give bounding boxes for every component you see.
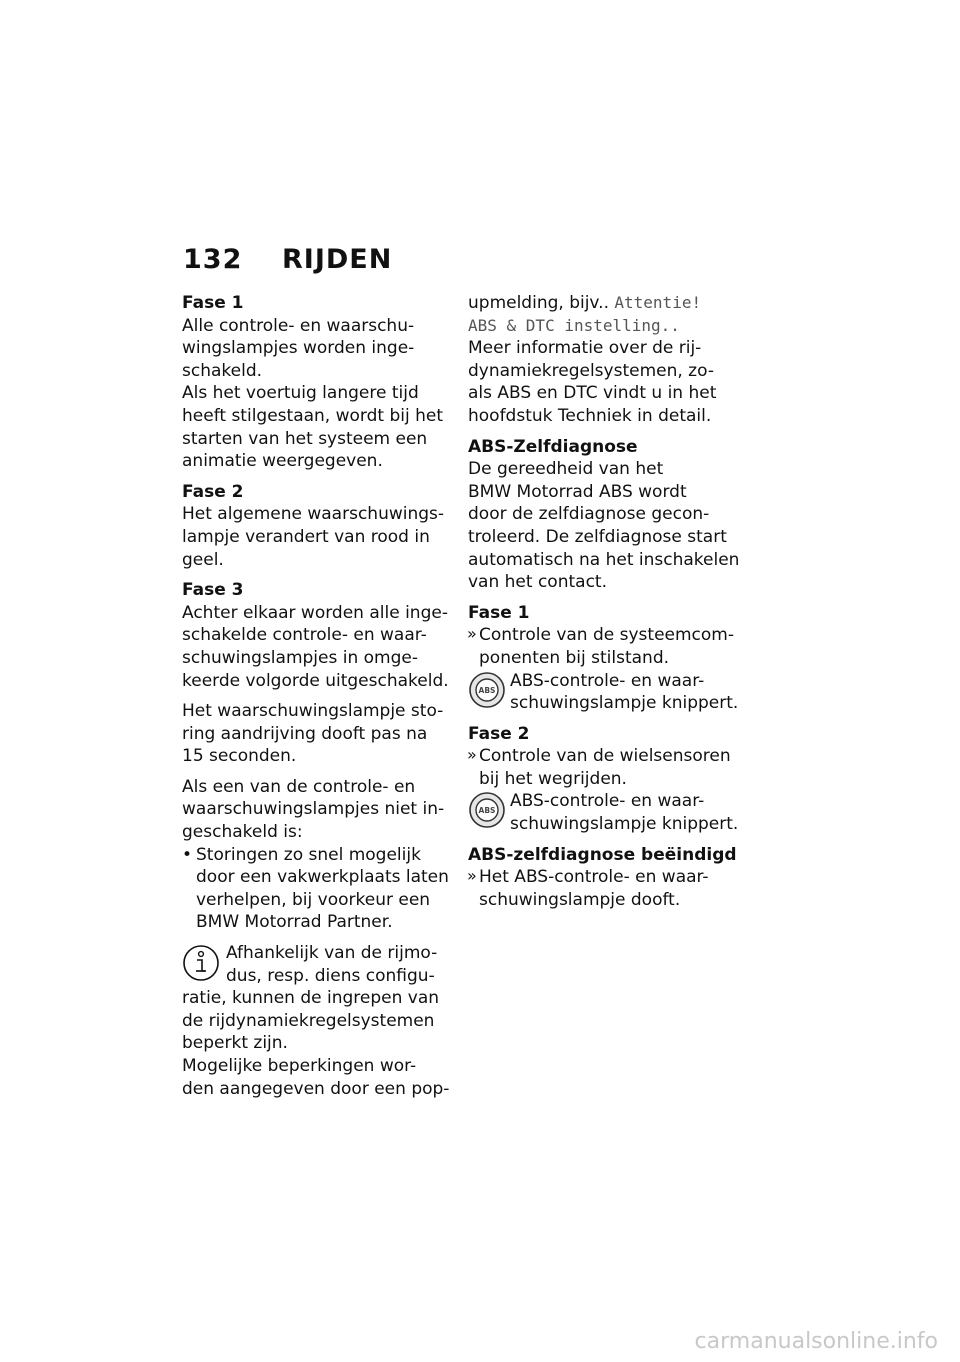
info-text-line: beperkt zijn. [182,1033,288,1054]
text-line: 15 seconden. [182,746,297,767]
text-line: Als een van de controle- en [182,776,416,797]
fase1-heading: Fase 1 [182,293,244,313]
text-line: waarschuwingslampjes niet in- [182,799,445,820]
text-line: lampje verandert van rood in [182,526,430,547]
text-line: Het waarschuwingslampje sto- [182,701,444,722]
text-line: Het algemene waarschuwings- [182,504,445,525]
right-column [468,292,743,911]
text-line: Meer informatie over de rij- [468,338,702,359]
text-line: schuwingslampje knippert. [510,814,739,835]
text-line: dynamiekregelsystemen, zo- [468,360,714,381]
text-line: wingslampjes worden inge- [182,338,415,359]
text-line: ring aandrijving dooft pas na [182,723,428,744]
chapter-title: RIJDEN [282,244,393,275]
text-line: Alle controle- en waarschu- [182,315,415,336]
paragraph-not-switched-on [182,776,450,844]
text-line [468,292,743,315]
text-line: schuwingslampje knippert. [510,693,739,714]
abs-lamp-note [468,790,743,835]
step-mark: » [467,624,477,644]
page-number: 132 [183,244,243,275]
text-line: BMW Motorrad Partner. [196,912,393,933]
text-line: door de zelfdiagnose gecon- [468,504,710,525]
text-line: keerde volgorde uitgeschakeld. [182,670,449,691]
text-line: heeft stilgestaan, wordt bij het [182,405,444,426]
fase2-heading: Fase 2 [182,481,244,502]
abs-icon-text: ABS [478,806,496,816]
text-line: schakelde controle- en waar- [182,625,427,646]
fase2-section [182,481,450,571]
popup-message [468,292,743,337]
abs-fase1-heading: Fase 1 [468,602,530,623]
info-text-line: de rijdynamiekregelsystemen [182,1010,435,1031]
text-line: BMW Motorrad ABS wordt [468,481,687,502]
text-line: hoofdstuk Techniek in detail. [468,405,712,426]
watermark: carmanualsonline.info [694,1329,938,1354]
paragraph-more-info [468,337,743,427]
text-line: De gereedheid van het [468,459,664,480]
abs-heading: ABS-Zelfdiagnose [468,436,638,457]
popup-mono-text: Attentie! [614,293,702,312]
text-line: troleerd. De zelfdiagnose start [468,526,727,547]
bullet-item [182,844,450,934]
text-line: schuwingslampje dooft. [479,889,681,910]
text-line: bij het wegrijden. [479,768,627,789]
bullet-mark: • [182,844,193,865]
info-note [182,942,450,1100]
text-line: schakeld. [182,360,263,381]
step-item [468,624,743,669]
abs-warning-icon [468,671,506,716]
text-line: verhelpen, bij voorkeur een [196,889,431,910]
step-item [468,745,743,790]
text-line: ponenten bij stilstand. [479,647,670,668]
text-line: door een vakwerkplaats laten [196,867,449,888]
step-mark: » [467,866,477,886]
text-line: schuwingslampjes in omge- [182,647,418,668]
text-line: starten van het systeem een [182,428,428,449]
text-line: van het contact. [468,572,607,593]
text-line: Het ABS-controle- en waar- [479,867,709,888]
info-text-line: Afhankelijk van de rijmo- [226,943,438,964]
text-line: geschakeld is: [182,822,303,843]
popup-mono-text: ABS & DTC instelling.. [468,315,680,335]
text-line: als ABS en DTC vindt u in het [468,383,717,404]
fase3-section [182,579,450,692]
popup-text: upmelding, bijv.. [468,293,615,313]
info-text-line: den aangegeven door een pop- [182,1078,450,1099]
text-line: animatie weergegeven. [182,451,383,472]
step-item [468,866,743,911]
abs-selfdiagnosis-section [468,436,743,594]
info-icon [182,944,220,989]
fase3-heading: Fase 3 [182,580,244,601]
text-line: Storingen zo snel mogelijk [196,844,421,865]
text-line: automatisch na het inschakelen [468,549,740,570]
fase1-section [182,292,450,473]
text-line: ABS-controle- en waar- [510,670,705,691]
abs-end-heading: ABS-zelfdiagnose beëindigd [468,844,737,865]
text-line: Als het voertuig langere tijd [182,383,419,404]
abs-fase2-heading: Fase 2 [468,723,530,744]
text-line: Controle van de wielsensoren [479,746,731,767]
info-text-line: ratie, kunnen de ingrepen van [182,988,440,1009]
info-text-line: dus, resp. diens configu- [226,965,435,986]
abs-lamp-note [468,670,743,715]
text-line: Achter elkaar worden alle inge- [182,602,448,623]
left-column [182,292,450,1100]
text-line: Controle van de systeemcom- [479,625,734,646]
step-mark: » [467,745,477,765]
text-line: ABS-controle- en waar- [510,791,705,812]
abs-warning-icon [468,791,506,836]
info-text-line: Mogelijke beperkingen wor- [182,1056,417,1076]
text-line: geel. [182,549,224,570]
paragraph-warning-lamp [182,700,450,768]
abs-icon-text: ABS [478,685,496,695]
